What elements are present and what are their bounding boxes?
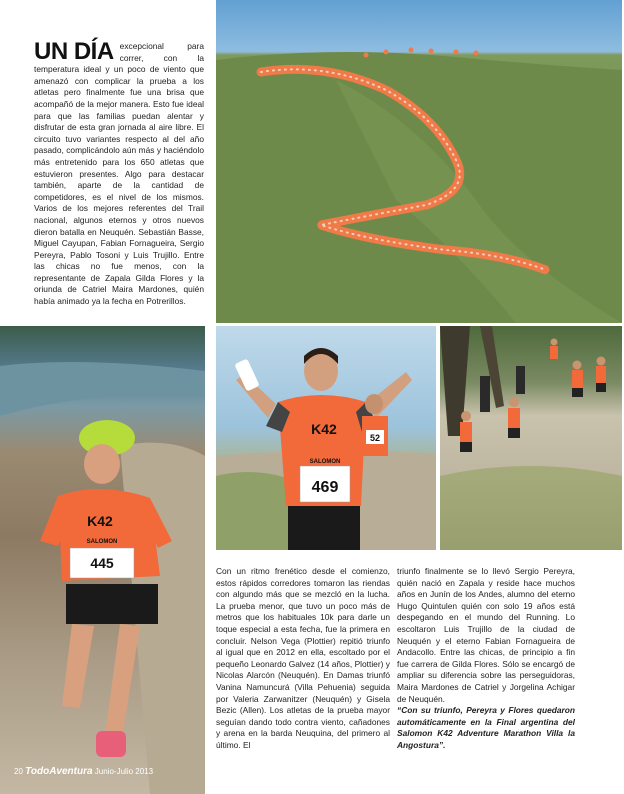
- photo-celebrating-runner: [216, 326, 436, 550]
- intro-paragraph: [34, 38, 204, 308]
- magazine-name: TodoAventura: [25, 766, 93, 777]
- page-footer: [14, 766, 153, 777]
- page-number: 20: [14, 767, 23, 776]
- man-shirt-logo: K42: [311, 421, 337, 437]
- woman-shirt-brand: SALOMON: [86, 539, 118, 545]
- woman-bib-number: 445: [90, 555, 114, 571]
- woman-shirt-logo: K42: [87, 513, 113, 529]
- lead-word: UN DÍA: [34, 38, 114, 65]
- photo-woman-runner: [0, 326, 205, 794]
- intro-text: excepcional para correr, con la temperatura ideal y un poco de viento que amenazó con complicar la prueba a los atletas pero finalmente fue una brisa que acompañó de la mejor manera. Esto fue ideal para que las familias puedan alentar y disfrutar de esta gran jornada al aire libre. El circuito tuvo variantes respecto al del año pasado, complicándolo aún más y haciéndolo más entretenido para los 650 atletas que estuvieron presentes. Algo para destacar también, aparte de la cantidad de competidores, es el nivel de los mismos. Varios de los mejores referentes del Trail nacional, algunos eternos y otros nuevos dieron batalla en Neuquén. Sebastián Basse, Miguel Cayupan, Fabian Fornagueira, Sergio Pereyra, Pablo Tosoni y Luis Trujillo. Entre las chicas no fue menos, con la representante de Zapala Gilda Flores y la oriunda de Catriel Maira Mardones, quién había animado ya la fecha en Potrerillos.: [34, 41, 204, 307]
- back-runner-bib: 52: [369, 433, 381, 443]
- issue-date: Junio-Julio 2013: [94, 767, 154, 776]
- article-column-2: Con un ritmo frenético desde el comienzo, estos rápidos corredores tomaron las riendas con algundo más que se mezcló en la lucha. La prueba menor, que tuvo un poco más de metros que los habituales 10k para darle un toque especial a esta fecha, fue la primera en concluir. Nelson Vega (Plottier) repitió triunfo al igual que en 2012 en ella, escoltado por el pequeño Leonardo Galvez (14 años, Plottier) y Nicolas Alarcón (Neuquén). En Damas triunfó Vanina Namuncurá (Villa Pehuenia) seguida por Valeria Zarwanitzer (Neuquén) y Gisela Bezic (Allen). Los atletas de la prueba mayor seguían dando todo contra viento, cañadones y arena en la barda Neuquina, del primero al último. El: [216, 566, 390, 750]
- man-bib-number: 469: [311, 479, 339, 496]
- photo-runners-on-trail: [440, 326, 622, 550]
- celebrating-runner-illustration: [216, 326, 436, 550]
- article-column-3: [397, 566, 575, 752]
- trail-illustration: [216, 0, 622, 323]
- column-3-text: triunfo finalmente se lo llevó Sergio Pereyra, quién nació en Zapala y reside hace muchos años en Junín de los Andes, alumno del eterno Hugo Quintulen quién con solo 19 años está despegando en el mundo del Running. Lo escoltaron Luis Trujillo de la ciudad de Neuquén y el eterno Fabian Fornagueira de Andacollo. Entre las chicas, de principio a fin fue carrera de Gilda Flores. Sólo se encargó de ampliar su diferencia sobre las perseguidoras, Maira Mardones de Catriel y Jorgelina Achigar de Neuquén.: [397, 566, 575, 704]
- photo-trail-runners-line: [216, 0, 622, 323]
- man-shirt-brand: SALOMON: [309, 459, 341, 465]
- woman-runner-illustration: [0, 326, 205, 794]
- pull-quote: “Con su triunfo, Pereyra y Flores quedaron automáticamente en la Final argentina del Salomon K42 Adventure Marathon Villa la Angostura”.: [397, 705, 575, 750]
- trail-runners-illustration: [440, 326, 622, 550]
